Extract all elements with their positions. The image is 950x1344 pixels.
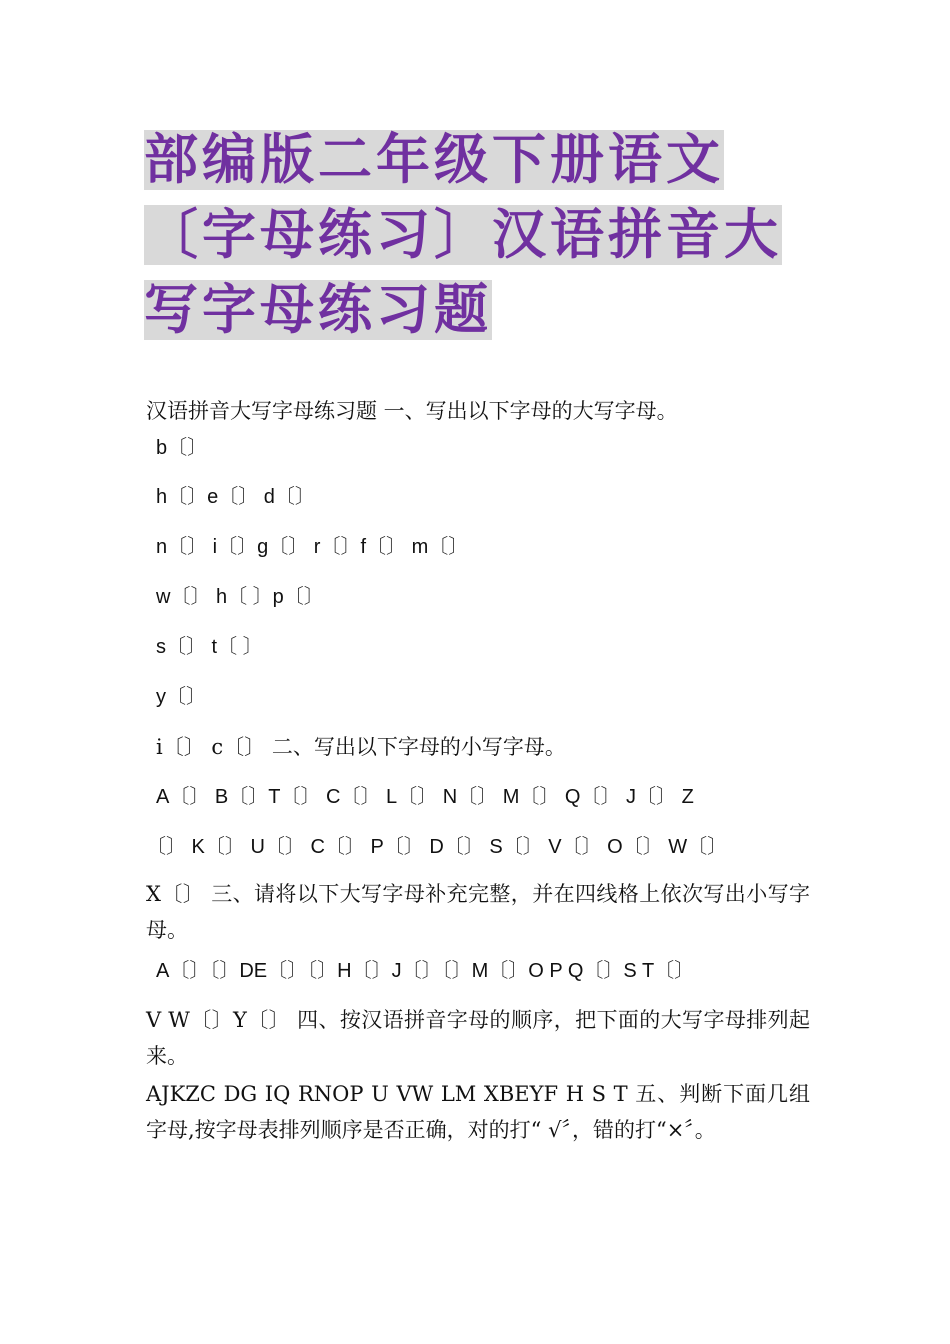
document-title bbox=[144, 130, 814, 355]
title-line-1: 部编版二年级下册语文 bbox=[144, 130, 724, 190]
exercise-line: b〔〕 bbox=[156, 437, 208, 459]
section-3-heading: X〔〕 三、请将以下大写字母补充完整，并在四线格上依次写出小写字母。 bbox=[146, 882, 810, 942]
exercise-line: n〔〕 i〔〕g〔〕 r〔〕f〔〕 m〔〕 bbox=[156, 536, 469, 558]
section-5-heading: AJKZC DG IQ RNOP U VW LM XBEYF H S T 五、判断下面几组字母,按字母表排列顺序是否正确，对的打“ √〞，错的打“×〞。 bbox=[146, 1082, 810, 1142]
exercise-line: w〔〕 h〔 〕p〔〕 bbox=[156, 586, 324, 608]
section-1-heading: 汉语拼音大写字母练习题 一、写出以下字母的大写字母。 bbox=[146, 399, 678, 423]
title-line-2: 〔字母练习〕汉语拼音大 bbox=[144, 205, 782, 265]
exercise-line: s〔〕 t〔 〕 bbox=[156, 636, 263, 658]
exercise-line: y〔〕 bbox=[156, 686, 206, 708]
exercise-line: 〔〕 K〔〕 U〔〕 C〔〕 P〔〕 D〔〕 S〔〕 V〔〕 O〔〕 W〔〕 bbox=[146, 836, 728, 858]
exercise-line: A〔〕〔〕DE〔〕〔〕H〔〕J〔〕〔〕M〔〕O P Q〔〕S T〔〕 bbox=[156, 960, 695, 982]
exercise-line: h〔〕e〔〕 d〔〕 bbox=[156, 486, 315, 508]
section-2-heading: i〔〕 c〔〕 二、写出以下字母的小写字母。 bbox=[156, 735, 566, 759]
title-line-3: 写字母练习题 bbox=[144, 280, 492, 340]
section-4-heading: V W〔〕Y〔〕 四、按汉语拼音字母的顺序，把下面的大写字母排列起来。 bbox=[146, 1008, 810, 1068]
exercise-line: A〔〕 B〔〕T〔〕 C〔〕 L〔〕 N〔〕 M〔〕 Q〔〕 J〔〕 Z bbox=[156, 786, 694, 808]
